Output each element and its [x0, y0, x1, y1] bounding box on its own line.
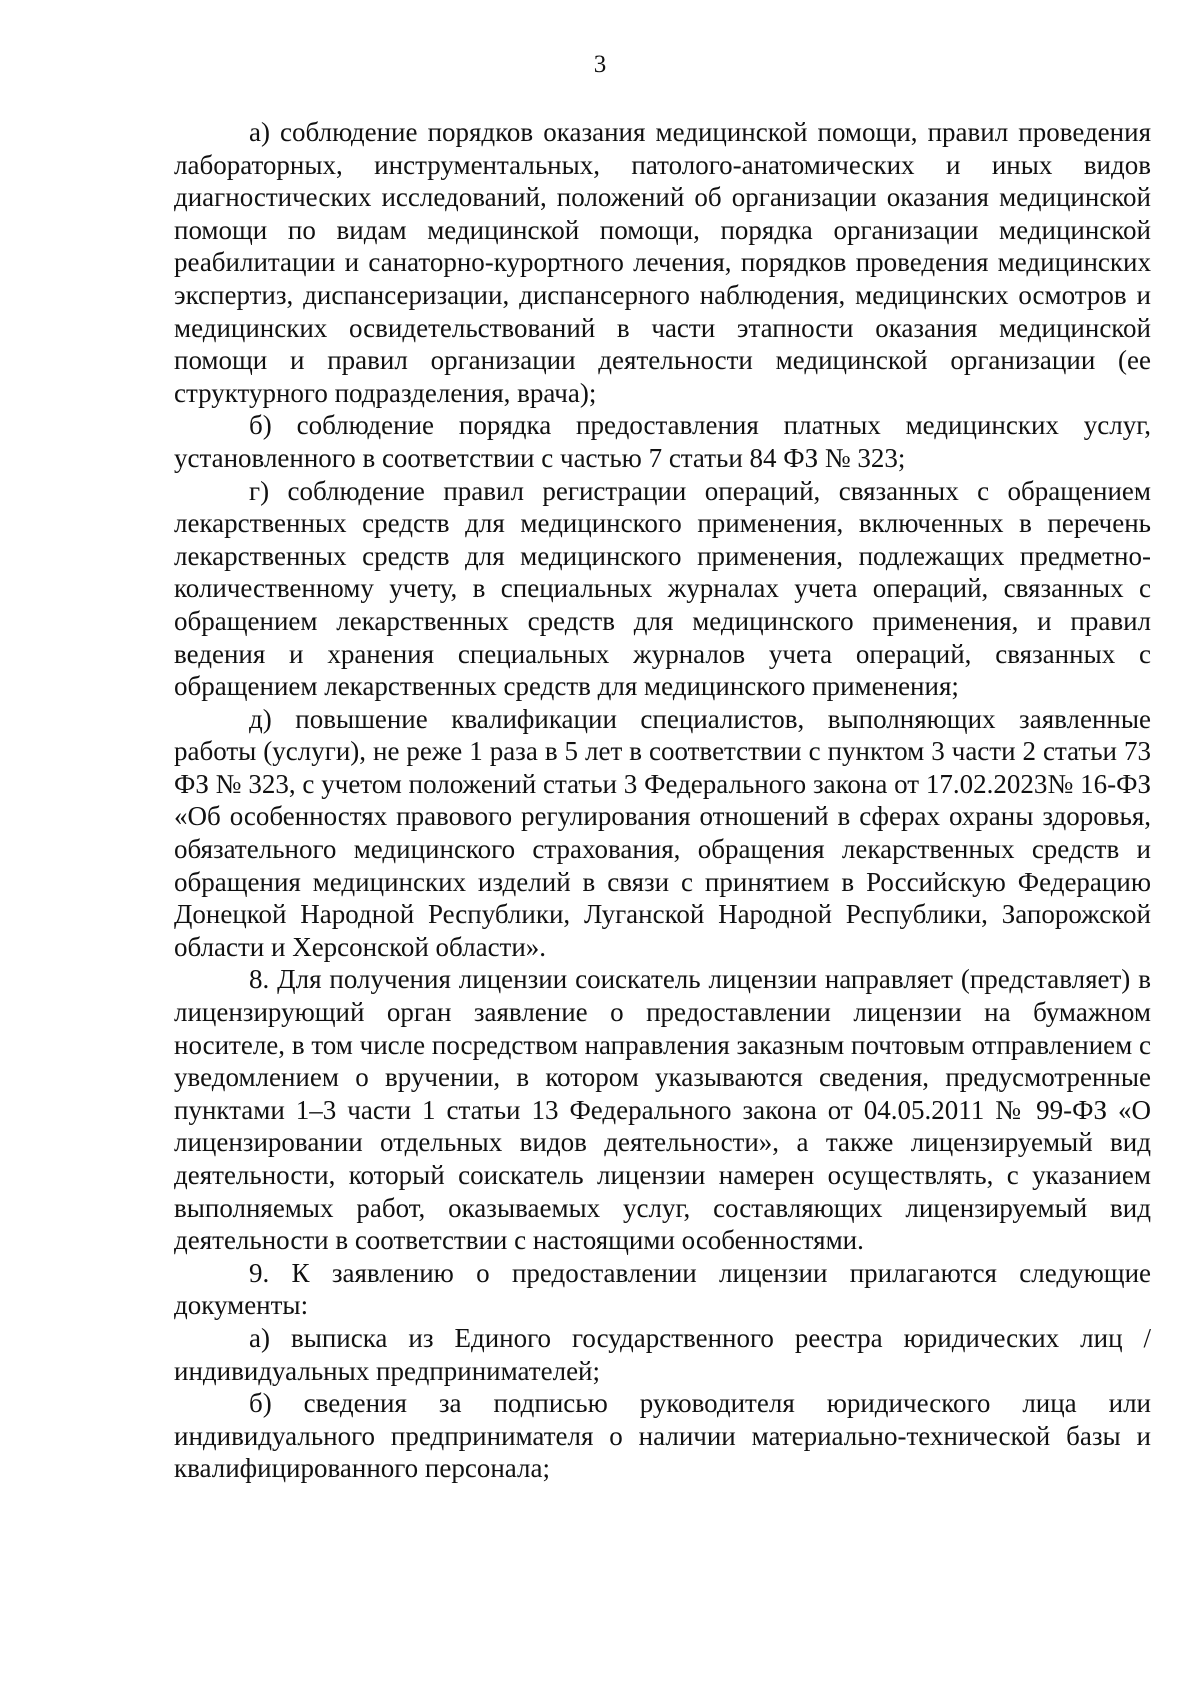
paragraph-9b-material-base: б) сведения за подписью руководителя юридического лица или индивидуального предпринимателя о наличии материально-технической базы и квалифицированного персонала;	[174, 1388, 1151, 1484]
paragraph-g-registration-operations: г) соблюдение правил регистрации операций, связанных с обращением лекарственных средств для медицинского применения, включенных в перечень лекарственных средств для медицинского применения, подлежащих предметно-количественному учету, в специальных журналах учета операций, связанных с обращением лекарственных средств для медицинского применения, и правил ведения и хранения специальных журналов учета операций, связанных с обращением лекарственных средств для медицинского применения;	[174, 475, 1151, 702]
paragraph-d-qualification: д) повышение квалификации специалистов, выполняющих заявленные работы (услуги), не реже 1 раза в 5 лет в соответствии с пунктом 3 части 2 статьи 73 ФЗ № 323, с учетом положений статьи 3 Федерального закона от 17.02.2023№ 16-ФЗ «Об особенностях правового регулирования отношений в сферах охраны здоровья, обязательного медицинского страхования, обращения лекарственных средств и обращения медицинских изделий в связи с принятием в Российскую Федерацию Донецкой Народной Республики, Луганской Народной Республики, Запорожской области и Херсонской области».	[174, 703, 1151, 962]
page-number: 3	[593, 51, 607, 78]
paragraph-8-license-application: 8. Для получения лицензии соискатель лицензии направляет (представляет) в лицензирующий орган заявление о предоставлении лицензии на бумажном носителе, в том числе посредством направления заказным почтовым отправлением с уведомлением о вручении, в котором указываются сведения, предусмотренные пунктами 1–3 части 1 статьи 13 Федерального закона от 04.05.2011 № 99-ФЗ «О лицензировании отдельных видов деятельности», а также лицензируемый вид деятельности, который соискатель лицензии намерен осуществлять, с указанием выполняемых работ, оказываемых услуг, составляющих лицензируемый вид деятельности в соответствии с настоящими особенностями.	[174, 964, 1151, 1256]
paragraph-b-paid-services: б) соблюдение порядка предоставления платных медицинских услуг, установленного в соответствии с частью 7 статьи 84 ФЗ № 323;	[174, 410, 1151, 473]
paragraph-a-compliance-procedures: а) соблюдение порядков оказания медицинской помощи, правил проведения лабораторных, инструментальных, патолого-анатомических и иных видов диагностических исследований, положений об организации оказания медицинской помощи по видам медицинской помощи, порядка организации медицинской реабилитации и санаторно-курортного лечения, порядков проведения медицинских экспертиз, диспансеризации, диспансерного наблюдения, медицинских осмотров и медицинских освидетельствований в части этапности оказания медицинской помощи и правил организации деятельности медицинской организации (ее структурного подразделения, врача);	[174, 117, 1151, 408]
paragraph-9-attachments: 9. К заявлению о предоставлении лицензии прилагаются следующие документы:	[174, 1257, 1151, 1321]
paragraph-9a-registry-extract: а) выписка из Единого государственного реестра юридических лиц / индивидуальных предпринимателей;	[174, 1322, 1151, 1386]
document-body	[174, 116, 1151, 1485]
